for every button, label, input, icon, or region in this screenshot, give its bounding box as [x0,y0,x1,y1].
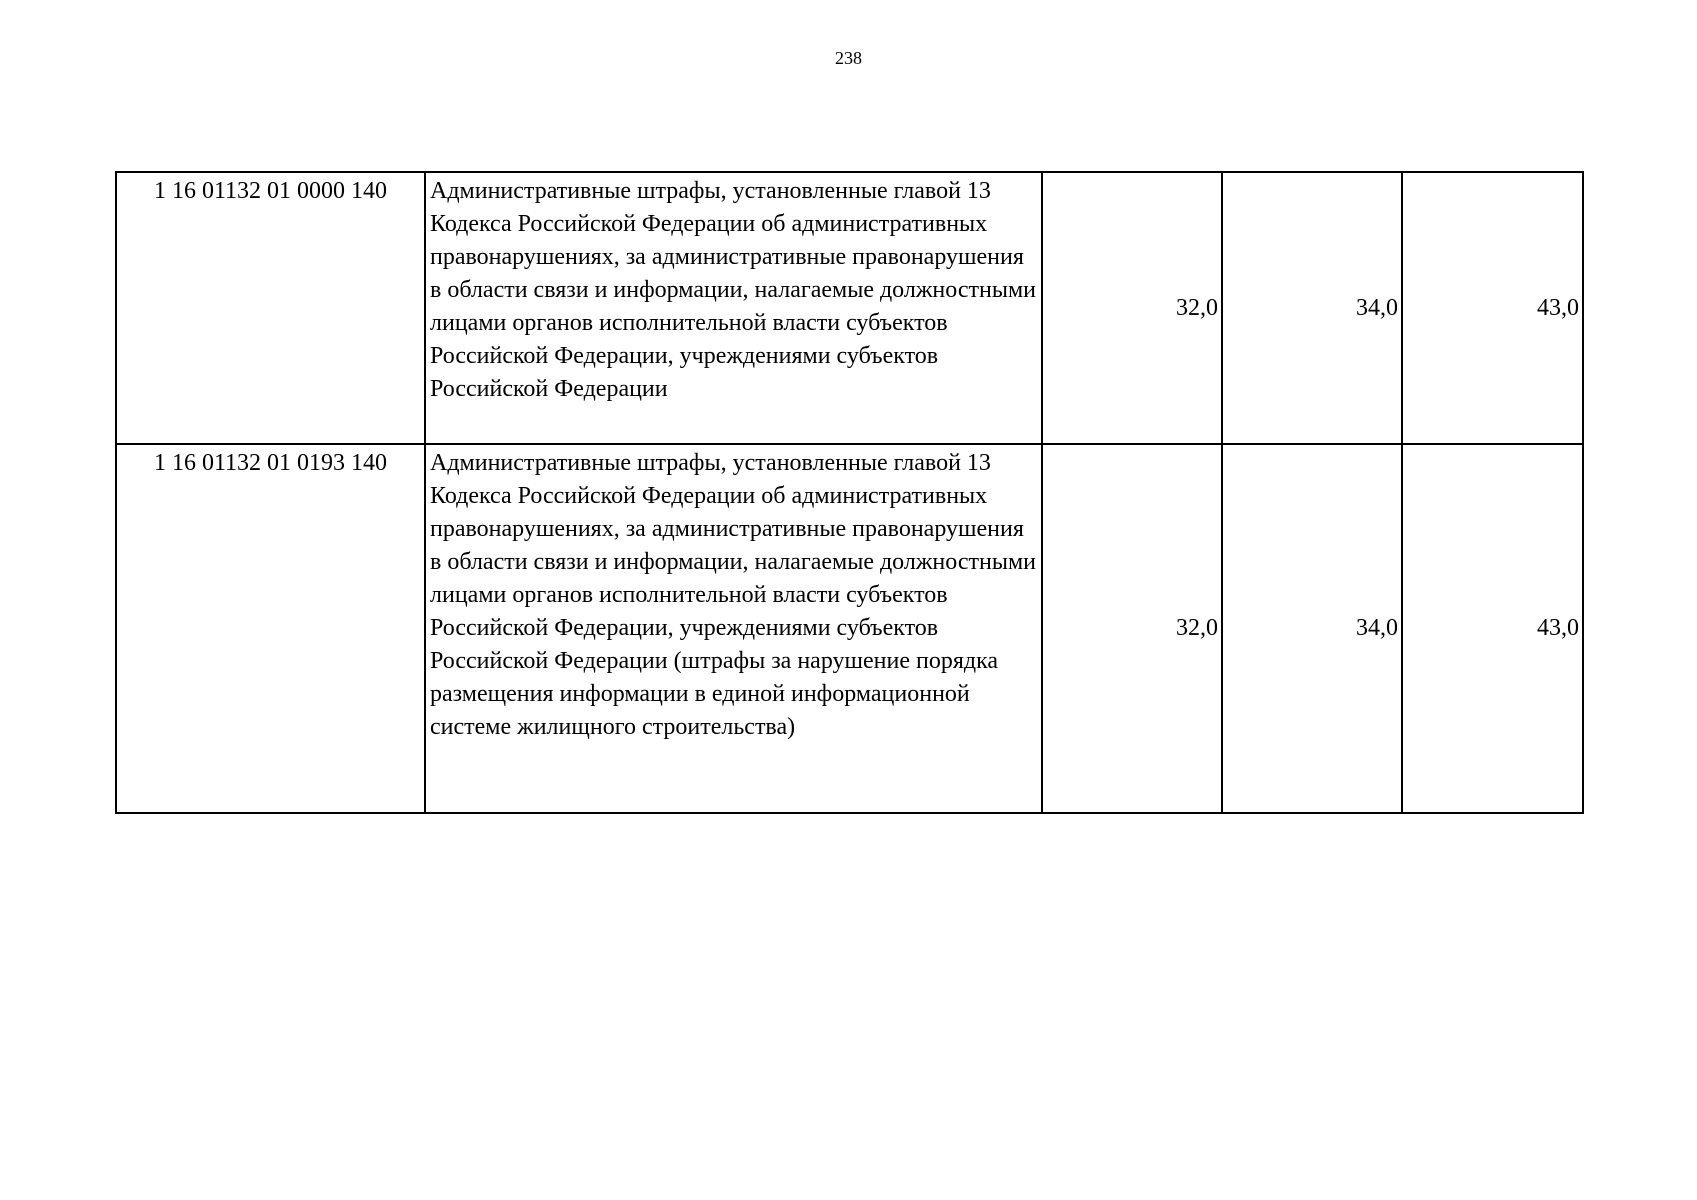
revenue-description: Административные штрафы, установленные главой 13 Кодекса Российской Федерации об административных правонарушениях, за административные правонарушения в области связи и информации, налагаемые должностными лицами органов исполнительной власти субъектов Российской Федерации, учреждениями субъектов Российской Федерации [425,172,1042,444]
value-year-1: 32,0 [1042,444,1222,813]
revenue-table [115,171,1584,814]
table-row [116,172,1583,444]
value-year-2: 34,0 [1222,444,1402,813]
value-year-1: 32,0 [1042,172,1222,444]
budget-code: 1 16 01132 01 0000 140 [116,172,425,444]
value-year-3: 43,0 [1402,172,1583,444]
page-number: 238 [835,48,862,68]
budget-code: 1 16 01132 01 0193 140 [116,444,425,813]
table-row [116,444,1583,813]
value-year-3: 43,0 [1402,444,1583,813]
revenue-description: Административные штрафы, установленные главой 13 Кодекса Российской Федерации об административных правонарушениях, за административные правонарушения в области связи и информации, налагаемые должностными лицами органов исполнительной власти субъектов Российской Федерации, учреждениями субъектов Российской Федерации (штрафы за нарушение порядка размещения информации в единой информационной системе жилищного строительства) [425,444,1042,813]
value-year-2: 34,0 [1222,172,1402,444]
